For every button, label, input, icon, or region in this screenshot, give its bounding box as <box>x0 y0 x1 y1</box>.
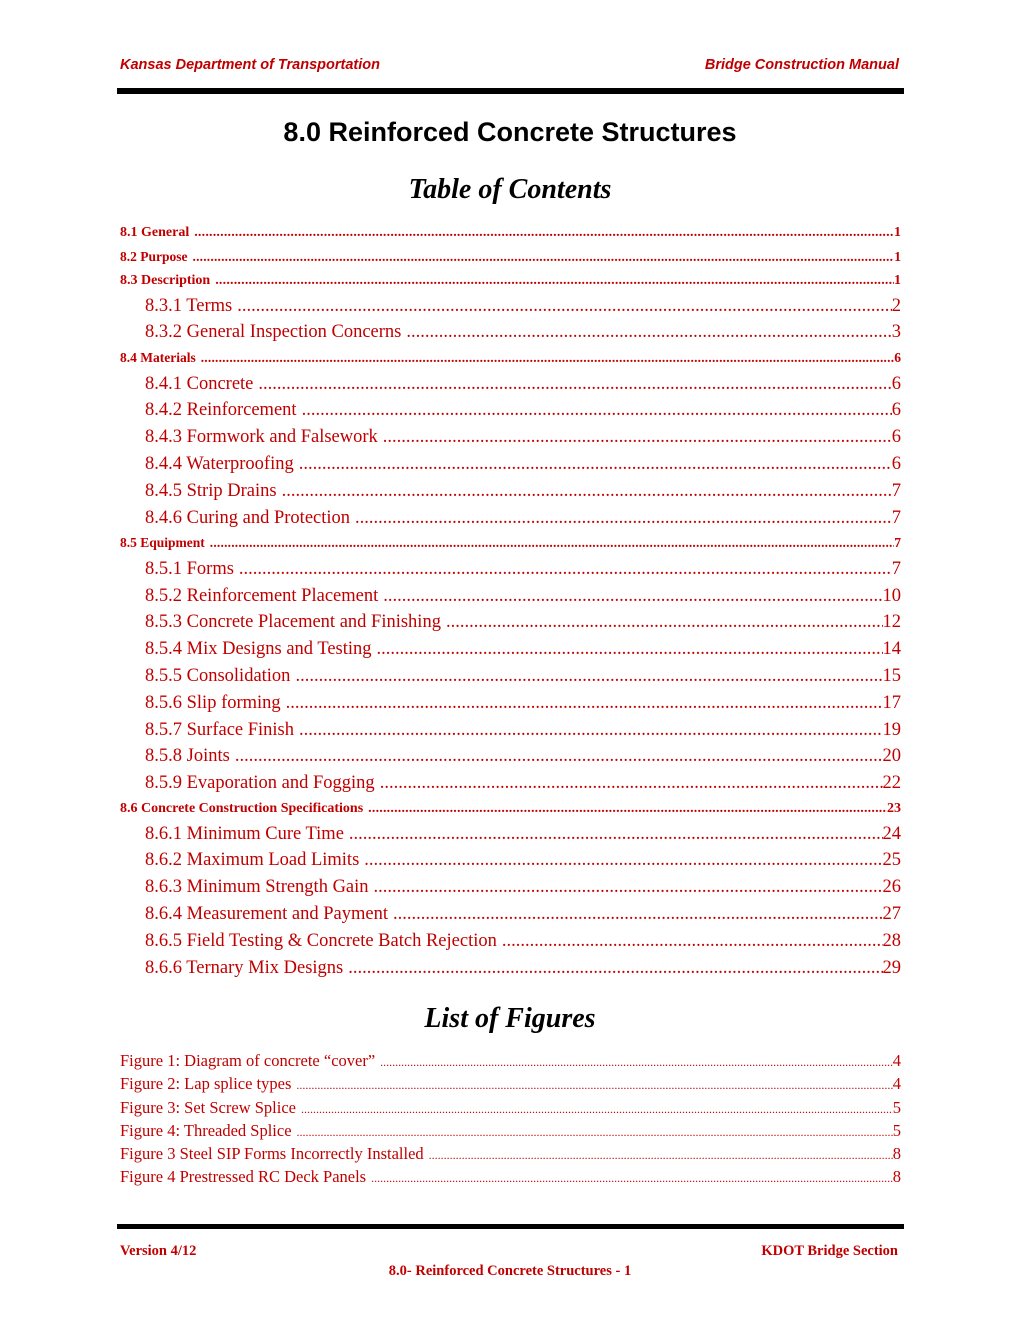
toc-entry-leader-dots <box>210 269 894 293</box>
toc-entry-label: 8.2 Purpose <box>120 248 188 264</box>
figure-entry-label: Figure 4: Threaded Splice <box>120 1120 292 1140</box>
toc-entry-leader-dots <box>196 346 895 371</box>
toc-entry-leader-dots <box>230 743 883 770</box>
toc-entry-label: 8.6.5 Field Testing & Concrete Batch Rejection <box>145 930 497 951</box>
toc-entry-label: 8.4.1 Concrete <box>145 373 254 394</box>
figure-entry-page-number: 4 <box>892 1074 901 1094</box>
toc-entry-leader-dots <box>375 770 883 797</box>
figure-entry-leader-dots <box>296 1098 893 1119</box>
toc-entry[interactable] <box>120 847 901 874</box>
toc-entry-page-number: 1 <box>894 248 901 264</box>
toc-entry[interactable] <box>120 556 901 583</box>
toc-entry-page-number: 6 <box>891 427 901 448</box>
toc-entry[interactable] <box>120 743 901 770</box>
figure-entry-page-number: 8 <box>892 1167 901 1187</box>
toc-entry-page-number: 2 <box>891 295 901 316</box>
toc-entry-label: 8.5.4 Mix Designs and Testing <box>145 639 372 660</box>
toc-entry-page-number: 22 <box>882 773 901 794</box>
toc-entry-page-number: 7 <box>891 480 901 501</box>
toc-entry-page-number: 12 <box>882 612 901 633</box>
toc-entry[interactable] <box>120 928 901 955</box>
figure-entry-label: Figure 2: Lap splice types <box>120 1074 292 1094</box>
toc-entry[interactable] <box>120 269 901 293</box>
toc-entry-label: 8.5.7 Surface Finish <box>145 719 295 740</box>
toc-entry-page-number: 20 <box>882 746 901 767</box>
toc-entry[interactable] <box>120 478 901 505</box>
figure-entry-page-number: 5 <box>892 1120 901 1140</box>
toc-entry-page-number: 1 <box>894 225 901 240</box>
toc-entry-page-number: 25 <box>882 850 901 871</box>
figure-entry-page-number: 5 <box>892 1097 901 1117</box>
toc-entry-leader-dots <box>281 690 883 717</box>
figure-entry-leader-dots <box>291 1074 892 1095</box>
toc-entry[interactable] <box>120 245 901 270</box>
figure-entry[interactable] <box>120 1142 901 1165</box>
toc-entry[interactable] <box>120 505 901 532</box>
toc-entry[interactable] <box>120 663 901 690</box>
toc-entry-label: 8.6.4 Measurement and Payment <box>145 903 389 924</box>
header-agency: Kansas Department of Transportation <box>120 57 380 73</box>
toc-entry-leader-dots <box>344 821 883 848</box>
toc-entry-leader-dots <box>497 928 883 955</box>
toc-entry-leader-dots <box>378 583 882 610</box>
figure-entry[interactable] <box>120 1165 901 1188</box>
figure-entry-leader-dots <box>366 1167 893 1188</box>
toc-entry-leader-dots <box>277 478 892 505</box>
toc-entry[interactable] <box>120 901 901 928</box>
figure-entry[interactable] <box>120 1049 901 1072</box>
page-title: 8.0 Reinforced Concrete Structures <box>283 117 737 147</box>
toc-entry-leader-dots <box>297 397 892 424</box>
toc-entry-leader-dots <box>294 451 892 478</box>
toc-entry-page-number: 14 <box>882 639 901 660</box>
toc-entry-leader-dots <box>290 663 882 690</box>
toc-entry-page-number: 6 <box>891 453 901 474</box>
toc-entry-page-number: 7 <box>891 507 901 528</box>
toc-entry-page-number: 10 <box>882 585 901 606</box>
toc-entry-label: 8.4.3 Formwork and Falsework <box>145 427 378 448</box>
toc-entry-page-number: 6 <box>891 373 901 394</box>
toc-entry-label: 8.4.4 Waterproofing <box>145 453 294 474</box>
toc-entry-label: 8.4 Materials <box>120 350 196 366</box>
toc-entry[interactable] <box>120 371 901 398</box>
toc-entry-label: 8.5.2 Reinforcement Placement <box>145 585 379 606</box>
toc-entry[interactable] <box>120 955 901 982</box>
toc-entry[interactable] <box>120 531 901 556</box>
toc-entry-label: 8.6 Concrete Construction Specifications <box>120 801 364 817</box>
toc-entry-label: 8.5.6 Slip forming <box>145 692 281 713</box>
toc-entry-leader-dots <box>294 717 882 744</box>
figure-entry-label: Figure 4 Prestressed RC Deck Panels <box>120 1167 367 1187</box>
toc-entry[interactable] <box>120 346 901 371</box>
toc-entry-page-number: 17 <box>882 692 901 713</box>
toc-entry-label: 8.1 General <box>120 225 190 240</box>
toc-entry-leader-dots <box>350 505 892 532</box>
toc-entry[interactable] <box>120 583 901 610</box>
toc-entry-label: 8.6.2 Maximum Load Limits <box>145 850 360 871</box>
toc-entry-leader-dots <box>372 636 883 663</box>
toc-entry-page-number: 6 <box>891 400 901 421</box>
toc-entry[interactable] <box>120 609 901 636</box>
toc-entry[interactable] <box>120 397 901 424</box>
toc-entry-page-number: 27 <box>882 903 901 924</box>
toc-entry-label: 8.4.2 Reinforcement <box>145 400 297 421</box>
toc-entry-leader-dots <box>441 609 883 636</box>
figure-entry-label: Figure 3 Steel SIP Forms Incorrectly Installed <box>120 1144 424 1164</box>
toc-entry-leader-dots <box>189 221 894 245</box>
figure-entry-page-number: 8 <box>892 1144 901 1164</box>
toc-entry[interactable] <box>120 293 901 320</box>
toc-heading: Table of Contents <box>408 174 612 205</box>
toc-entry-page-number: 1 <box>894 273 901 288</box>
toc-entry[interactable] <box>120 770 901 797</box>
toc-entry[interactable] <box>120 319 901 346</box>
toc-entry[interactable] <box>120 424 901 451</box>
toc-entry-page-number: 28 <box>882 930 901 951</box>
header-manual-title: Bridge Construction Manual <box>704 57 899 73</box>
toc-entry-page-number: 6 <box>894 350 901 366</box>
toc-entry-label: 8.5.5 Consolidation <box>145 666 291 687</box>
toc-entry-label: 8.4.5 Strip Drains <box>145 480 277 501</box>
toc-entry[interactable] <box>120 874 901 901</box>
figure-entry-label: Figure 3: Set Screw Splice <box>120 1097 296 1117</box>
toc-entry-leader-dots <box>401 319 891 346</box>
toc-entry-label: 8.4.6 Curing and Protection <box>145 507 351 528</box>
toc-entry[interactable] <box>120 717 901 744</box>
toc-entry-leader-dots <box>363 797 887 821</box>
toc-entry-leader-dots <box>253 371 891 398</box>
toc-entry-page-number: 15 <box>882 666 901 687</box>
toc-entry-leader-dots <box>378 424 892 451</box>
table-of-contents <box>120 221 901 981</box>
toc-entry-label: 8.6.6 Ternary Mix Designs <box>145 957 344 978</box>
footer-version: Version 4/12 <box>120 1243 197 1259</box>
toc-entry-leader-dots <box>369 874 883 901</box>
toc-entry-label: 8.5.3 Concrete Placement and Finishing <box>145 612 441 633</box>
toc-entry-page-number: 23 <box>887 801 901 817</box>
footer-rule <box>117 1224 904 1229</box>
figure-entry-leader-dots <box>424 1144 893 1165</box>
toc-entry-label: 8.5.8 Joints <box>145 746 230 767</box>
toc-entry[interactable] <box>120 821 901 848</box>
toc-entry-label: 8.3.2 General Inspection Concerns <box>145 322 402 343</box>
toc-entry[interactable] <box>120 797 901 821</box>
toc-entry-page-number: 19 <box>882 719 901 740</box>
toc-entry-page-number: 24 <box>882 823 901 844</box>
toc-entry-label: 8.5.1 Forms <box>145 558 234 579</box>
toc-entry-label: 8.3.1 Terms <box>145 295 233 316</box>
toc-entry-leader-dots <box>205 531 894 556</box>
toc-entry-label: 8.3 Description <box>120 273 211 288</box>
toc-entry[interactable] <box>120 690 901 717</box>
toc-entry-leader-dots <box>343 955 882 982</box>
footer-section: KDOT Bridge Section <box>761 1243 898 1259</box>
figure-entry-leader-dots <box>375 1051 893 1072</box>
header-rule <box>117 88 904 94</box>
toc-entry-label: 8.6.3 Minimum Strength Gain <box>145 877 369 898</box>
toc-entry[interactable] <box>120 221 901 245</box>
footer-page-label: 8.0- Reinforced Concrete Structures - 1 <box>388 1263 632 1279</box>
list-of-figures <box>120 1049 901 1189</box>
toc-entry-label: 8.5 Equipment <box>120 535 205 551</box>
lof-heading: List of Figures <box>424 1003 596 1034</box>
toc-entry-label: 8.6.1 Minimum Cure Time <box>145 823 344 844</box>
toc-entry[interactable] <box>120 451 901 478</box>
toc-entry-leader-dots <box>359 847 882 874</box>
figure-entry[interactable] <box>120 1096 901 1119</box>
toc-entry-leader-dots <box>232 293 891 320</box>
toc-entry-page-number: 3 <box>891 322 901 343</box>
toc-entry[interactable] <box>120 636 901 663</box>
figure-entry-page-number: 4 <box>892 1051 901 1070</box>
toc-entry-page-number: 29 <box>882 957 901 978</box>
toc-entry-page-number: 7 <box>894 535 901 551</box>
figure-entry[interactable] <box>120 1072 901 1095</box>
toc-entry-leader-dots <box>188 245 895 270</box>
figure-entry[interactable] <box>120 1119 901 1142</box>
figure-entry-leader-dots <box>292 1121 893 1142</box>
figure-entry-label: Figure 1: Diagram of concrete “cover” <box>120 1051 376 1070</box>
toc-entry-leader-dots <box>234 556 892 583</box>
toc-entry-page-number: 26 <box>882 877 901 898</box>
toc-entry-label: 8.5.9 Evaporation and Fogging <box>145 773 375 794</box>
toc-entry-page-number: 7 <box>891 558 901 579</box>
toc-entry-leader-dots <box>388 901 882 928</box>
